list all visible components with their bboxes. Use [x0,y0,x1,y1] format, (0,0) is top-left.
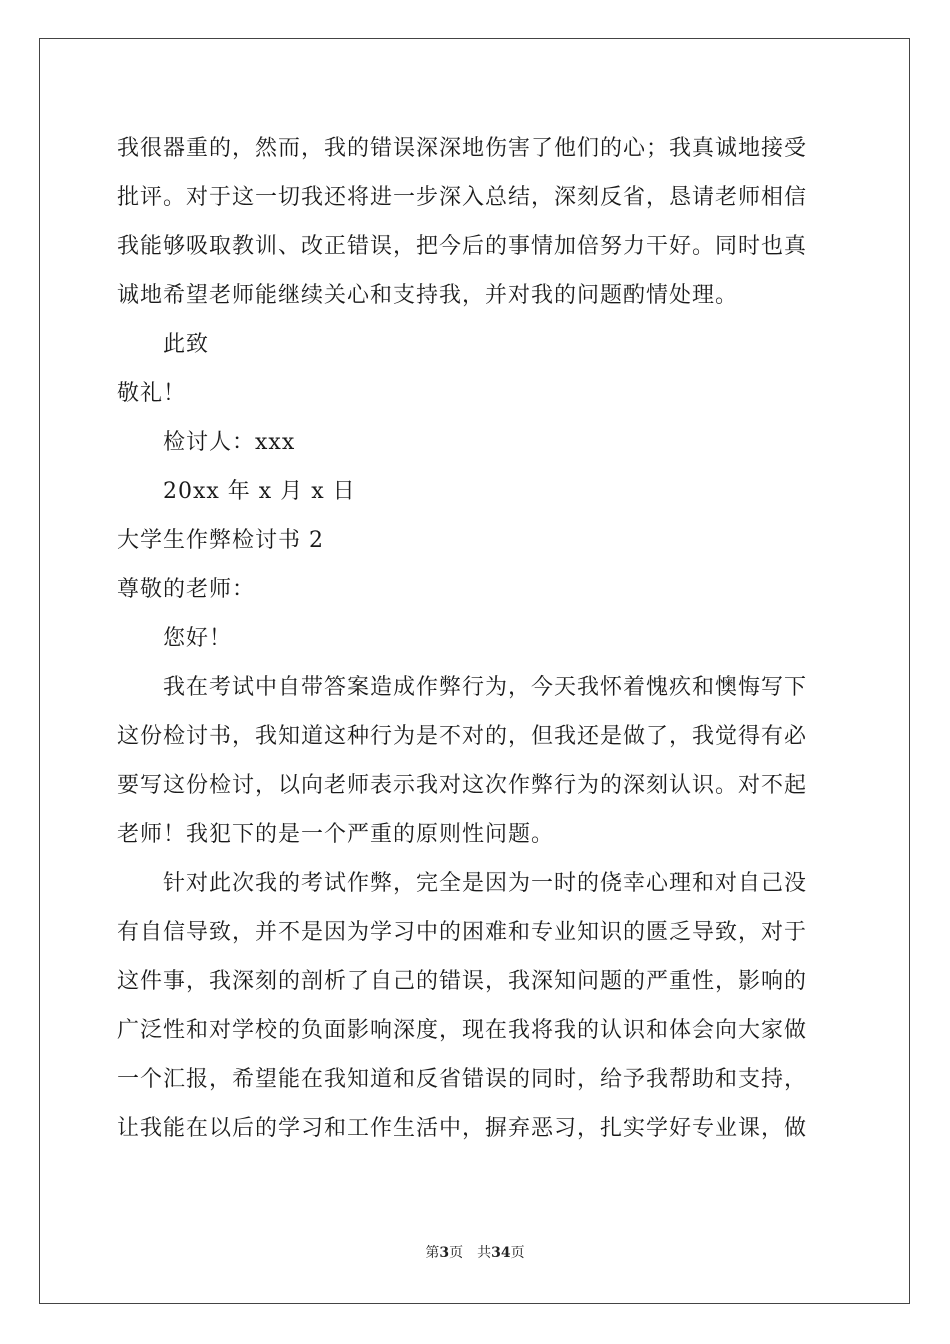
closing-respect: 敬礼！ [117,381,187,406]
text-line: 这份检讨书，我知道这种行为是不对的，但我还是做了，我觉得有必 [117,724,808,749]
page-total-label: 共34页 [477,1245,525,1261]
text-line: 我能够吸取教训、改正错误，把今后的事情加倍努力干好。同时也真 [117,234,808,259]
section-title: 大学生作弊检讨书 2 [117,528,324,553]
text-line: 一个汇报，希望能在我知道和反省错误的同时，给予我帮助和支持， [117,1067,808,1092]
signature-line: 检讨人：xxx [163,430,296,455]
page-total: 34 [491,1245,511,1261]
text-line: 老师！我犯下的是一个严重的原则性问题。 [117,822,555,847]
greeting-recipient: 尊敬的老师： [117,577,256,602]
text-line: 针对此次我的考试作弊，完全是因为一时的侥幸心理和对自己没 [163,871,808,896]
greeting: 您好！ [163,626,233,651]
text-line: 批评。对于这一切我还将进一步深入总结，深刻反省，恳请老师相信 [117,185,808,210]
document-body [117,124,833,1153]
date-line: 20xx 年 x 月 x 日 [163,479,356,504]
page-number-label: 第3页 [425,1245,464,1261]
closing-salutation: 此致 [163,332,210,357]
text-line: 我在考试中自带答案造成作弊行为，今天我怀着愧疚和懊悔写下 [163,675,808,700]
text-line: 这件事，我深刻的剖析了自己的错误，我深知问题的严重性，影响的 [117,969,808,994]
text-line: 我很器重的，然而，我的错误深深地伤害了他们的心；我真诚地接受 [117,136,808,161]
text-line: 广泛性和对学校的负面影响深度，现在我将我的认识和体会向大家做 [117,1018,808,1043]
text-line: 要写这份检讨，以向老师表示我对这次作弊行为的深刻认识。对不起 [117,773,808,798]
page-current: 3 [439,1245,450,1261]
text-line: 让我能在以后的学习和工作生活中，摒弃恶习，扎实学好专业课，做 [117,1116,808,1141]
page-footer [0,1243,950,1263]
text-line: 诚地希望老师能继续关心和支持我，并对我的问题酌情处理。 [117,283,739,308]
text-line: 有自信导致，并不是因为学习中的困难和专业知识的匮乏导致，对于 [117,920,808,945]
